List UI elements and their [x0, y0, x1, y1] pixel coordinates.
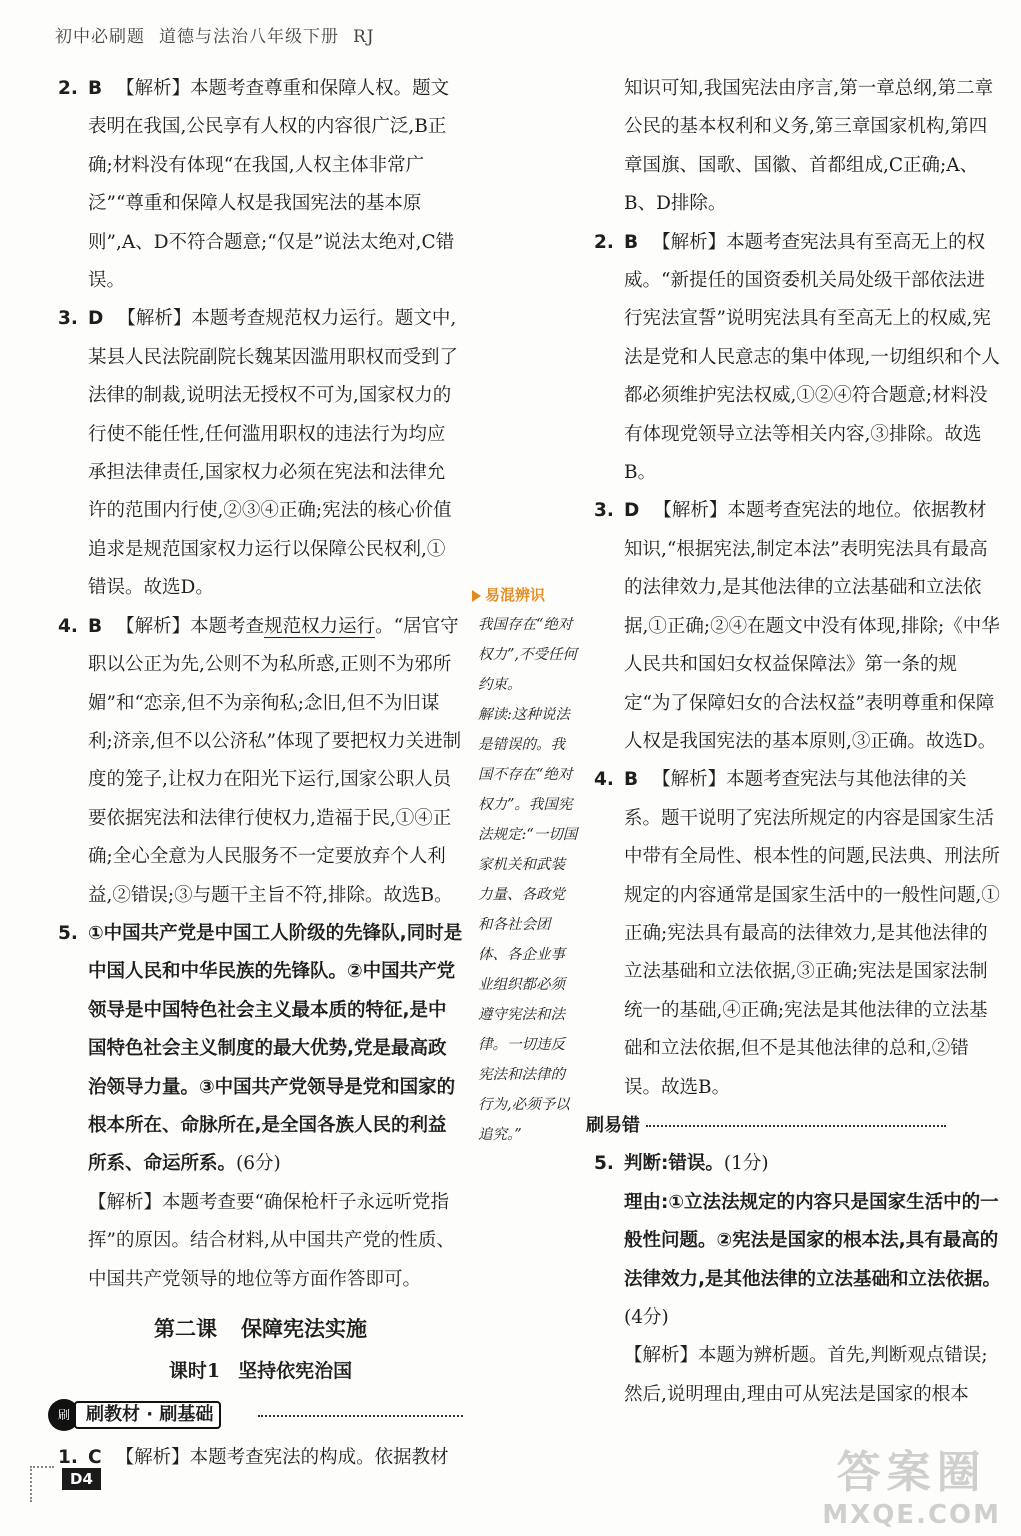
answer-text: 【解析】本题考查尊重和保障人权。题文表明在我国,公民享有人权的内容很广泛,B正确;材料没有体现“在我国,人权主体非常广泛”“尊重和保障人权是我国宪法的基本原则”,A、D不符合题意;“仅是”说法太绝对,C错误。 — [88, 78, 455, 292]
item-number: 1. — [58, 1447, 78, 1468]
sidebar-line: 我国存在“绝对权力”,不受任何约束。 — [478, 617, 578, 693]
header-edition: RJ — [353, 27, 375, 47]
sidebar-line: 解读:这种说法是错误的。我国不存在“绝对权力”。我国宪法规定:“一切国家机关和武装力量、各政党和各社会团体、各企业事业组织都必须遵守宪法和法律。一切违反宪法和法律的行为,必须予以追究。” — [478, 707, 578, 1143]
answer-item-5 — [58, 915, 463, 1299]
dotted-divider — [646, 1125, 946, 1127]
lesson-name: 保障宪法实施 — [241, 1316, 367, 1341]
watermark-logo — [822, 1436, 1001, 1530]
answer-letter: D — [624, 500, 640, 522]
answer-item-5 — [594, 1145, 1002, 1414]
answer-letter: B — [88, 78, 103, 99]
item-number: 5. — [58, 922, 78, 944]
section-heading-text: 刷易错 — [586, 1114, 640, 1136]
answer-continuation — [594, 70, 1002, 224]
underlined-keyword: 规范权力运行 — [264, 615, 376, 637]
answer-text: 【解析】本题考查 — [116, 615, 265, 637]
item-number: 2. — [58, 78, 78, 99]
item-number: 2. — [594, 231, 614, 253]
left-column — [58, 70, 463, 1477]
answer-letter: C — [88, 1447, 102, 1468]
item-number: 3. — [58, 308, 78, 330]
lesson-title — [58, 1309, 463, 1349]
answer-text: 【解析】本题考查宪法的地位。依据教材知识,“根据宪法,制定本法”表明宪法具有最高的法律效力,是其他法律的立法基础和立法依据,①正确;②④在题文中没有体现,排除;《中华人民共和国妇女权益保障法》第一条的规定“为了保障妇女的合法权益”表明尊重和保障人权是我国宪法的基本原则,③正确。故选D。 — [624, 500, 1000, 752]
answer-letter: B — [624, 231, 639, 253]
page-number: D4 — [62, 1468, 101, 1490]
item-number: 4. — [594, 769, 614, 791]
reason-text: 理由:①立法法规定的内容只是国家生活中的一般性问题。②宪法是国家的根本法,具有最高的法律效力,是其他法律的立法基础和立法依据。 — [624, 1191, 1002, 1290]
sidebar-note — [478, 580, 578, 1150]
header-book: 初中必刷题 — [55, 27, 145, 47]
analysis-text: 【解析】本题考查要“确保枪杆子永远听党指挥”的原因。结合材料,从中国共产党的性质、中国共产党领导的地位等方面作答即可。 — [88, 1191, 455, 1290]
sidebar-heading-text: 易混辨识 — [485, 586, 546, 604]
answer-letter: B — [88, 615, 103, 637]
analysis-text: 【解析】本题为辨析题。首先,判断观点错误;然后,说明理由,理由可从宪法是国家的根本 — [624, 1345, 988, 1405]
triangle-icon — [472, 590, 481, 602]
right-column — [586, 70, 1002, 1414]
answer-text: 【解析】本题考查宪法的构成。依据教材 — [115, 1447, 449, 1468]
score: (1分) — [723, 1153, 769, 1175]
section-banner — [48, 1397, 463, 1433]
answer-text: 【解析】本题考查宪法具有至高无上的权威。“新提任的国资委机关局处级干部依法进行宪法宣誓”说明宪法具有至高无上的权威,宪法是党和人民意志的集中体现,一切组织和个人都必须维护宪法权威,①②④符合题意;材料没有体现党领导立法等相关内容,③排除。故选B。 — [624, 231, 1000, 484]
answer-item-4 — [58, 608, 463, 915]
period-name: 坚持依宪治国 — [238, 1360, 353, 1382]
score: (4分) — [624, 1307, 669, 1328]
period-number: 课时1 — [168, 1360, 221, 1382]
sidebar-heading — [472, 580, 578, 610]
answer-text: 【解析】本题考查宪法与其他法律的关系。题干说明了宪法所规定的内容是国家生活中带有全局性、根本性的问题,民法典、刑法所规定的内容通常是国家生活中的一般性问题,①正确;宪法具有最高的法律效力,是其他法律的立法基础和立法依据,③正确;宪法是国家法制统一的基础,④正确;宪法是其他法律的立法基础和立法依据,但不是其他法律的总和,②错误。故选B。 — [624, 769, 1000, 1098]
judgement-text: 判断:错误。 — [624, 1153, 724, 1175]
banner-label: 刷教材 · 刷基础 — [74, 1401, 221, 1429]
answer-item-1 — [58, 1439, 463, 1477]
dotted-divider — [258, 1415, 463, 1417]
answer-text: 。“居官守职以公正为先,公则不为私所惑,正则不为邪所媚”和“恋亲,但不为亲徇私;念旧,但不为旧谋利;济亲,但不以公济私”体现了要把权力关进制度的笼子,让权力在阳光下运行,国家公职人员要依据宪法和法律行使权力,造福于民,①④正确;全心全意为人民服务不一定要放弃个人利益,②错误;③与题干主旨不符,排除。故选B。 — [88, 615, 462, 906]
brush-icon: 刷 — [48, 1399, 80, 1431]
answer-text: 知识可知,我国宪法由序言,第一章总纲,第二章公民的基本权利和义务,第三章国家机构,第四章国旗、国歌、国徽、首都组成,C正确;A、B、D排除。 — [624, 78, 994, 215]
answer-letter: D — [88, 308, 104, 330]
corner-mark — [30, 1466, 54, 1502]
answer-item-2 — [594, 224, 1002, 493]
answer-text: 【解析】本题考查规范权力运行。题文中,某县人民法院副院长魏某因滥用职权而受到了法律的制裁,说明法无授权不可为,国家权力的行使不能任性,任何滥用职权的违法行为均应承担法律责任,国家权力必须在宪法和法律允许的范围内行使,②③④正确;宪法的核心价值追求是规范国家权力运行以保障公民权利,①错误。故选D。 — [88, 308, 459, 599]
section-heading — [586, 1107, 1002, 1145]
answer-item-3 — [58, 300, 463, 607]
answer-text: ①中国共产党是中国工人阶级的先锋队,同时是中国人民和中华民族的先锋队。②中国共产党领导是中国特色社会主义最本质的特征,是中国特色社会主义制度的最大优势,党是最高政治领导力量。③中国共产党领导是党和国家的根本所在、命脉所在,是全国各族人民的利益所系、命运所系。 — [88, 922, 463, 1175]
answer-item-3 — [594, 492, 1002, 761]
item-number: 4. — [58, 615, 78, 637]
watermark-url: MXQE.COM — [822, 1500, 1001, 1530]
answer-item-2 — [58, 70, 463, 300]
answer-item-4 — [594, 761, 1002, 1107]
watermark-text: 答案圈 — [836, 1447, 987, 1498]
score: (6分) — [236, 1153, 281, 1175]
item-number: 5. — [594, 1153, 614, 1175]
page-header — [55, 22, 375, 47]
item-number: 3. — [594, 500, 614, 522]
lesson-subtitle — [58, 1351, 463, 1391]
answer-letter: B — [624, 769, 639, 791]
header-subject: 道德与法治八年级下册 — [159, 27, 339, 47]
lesson-number: 第二课 — [154, 1316, 217, 1341]
